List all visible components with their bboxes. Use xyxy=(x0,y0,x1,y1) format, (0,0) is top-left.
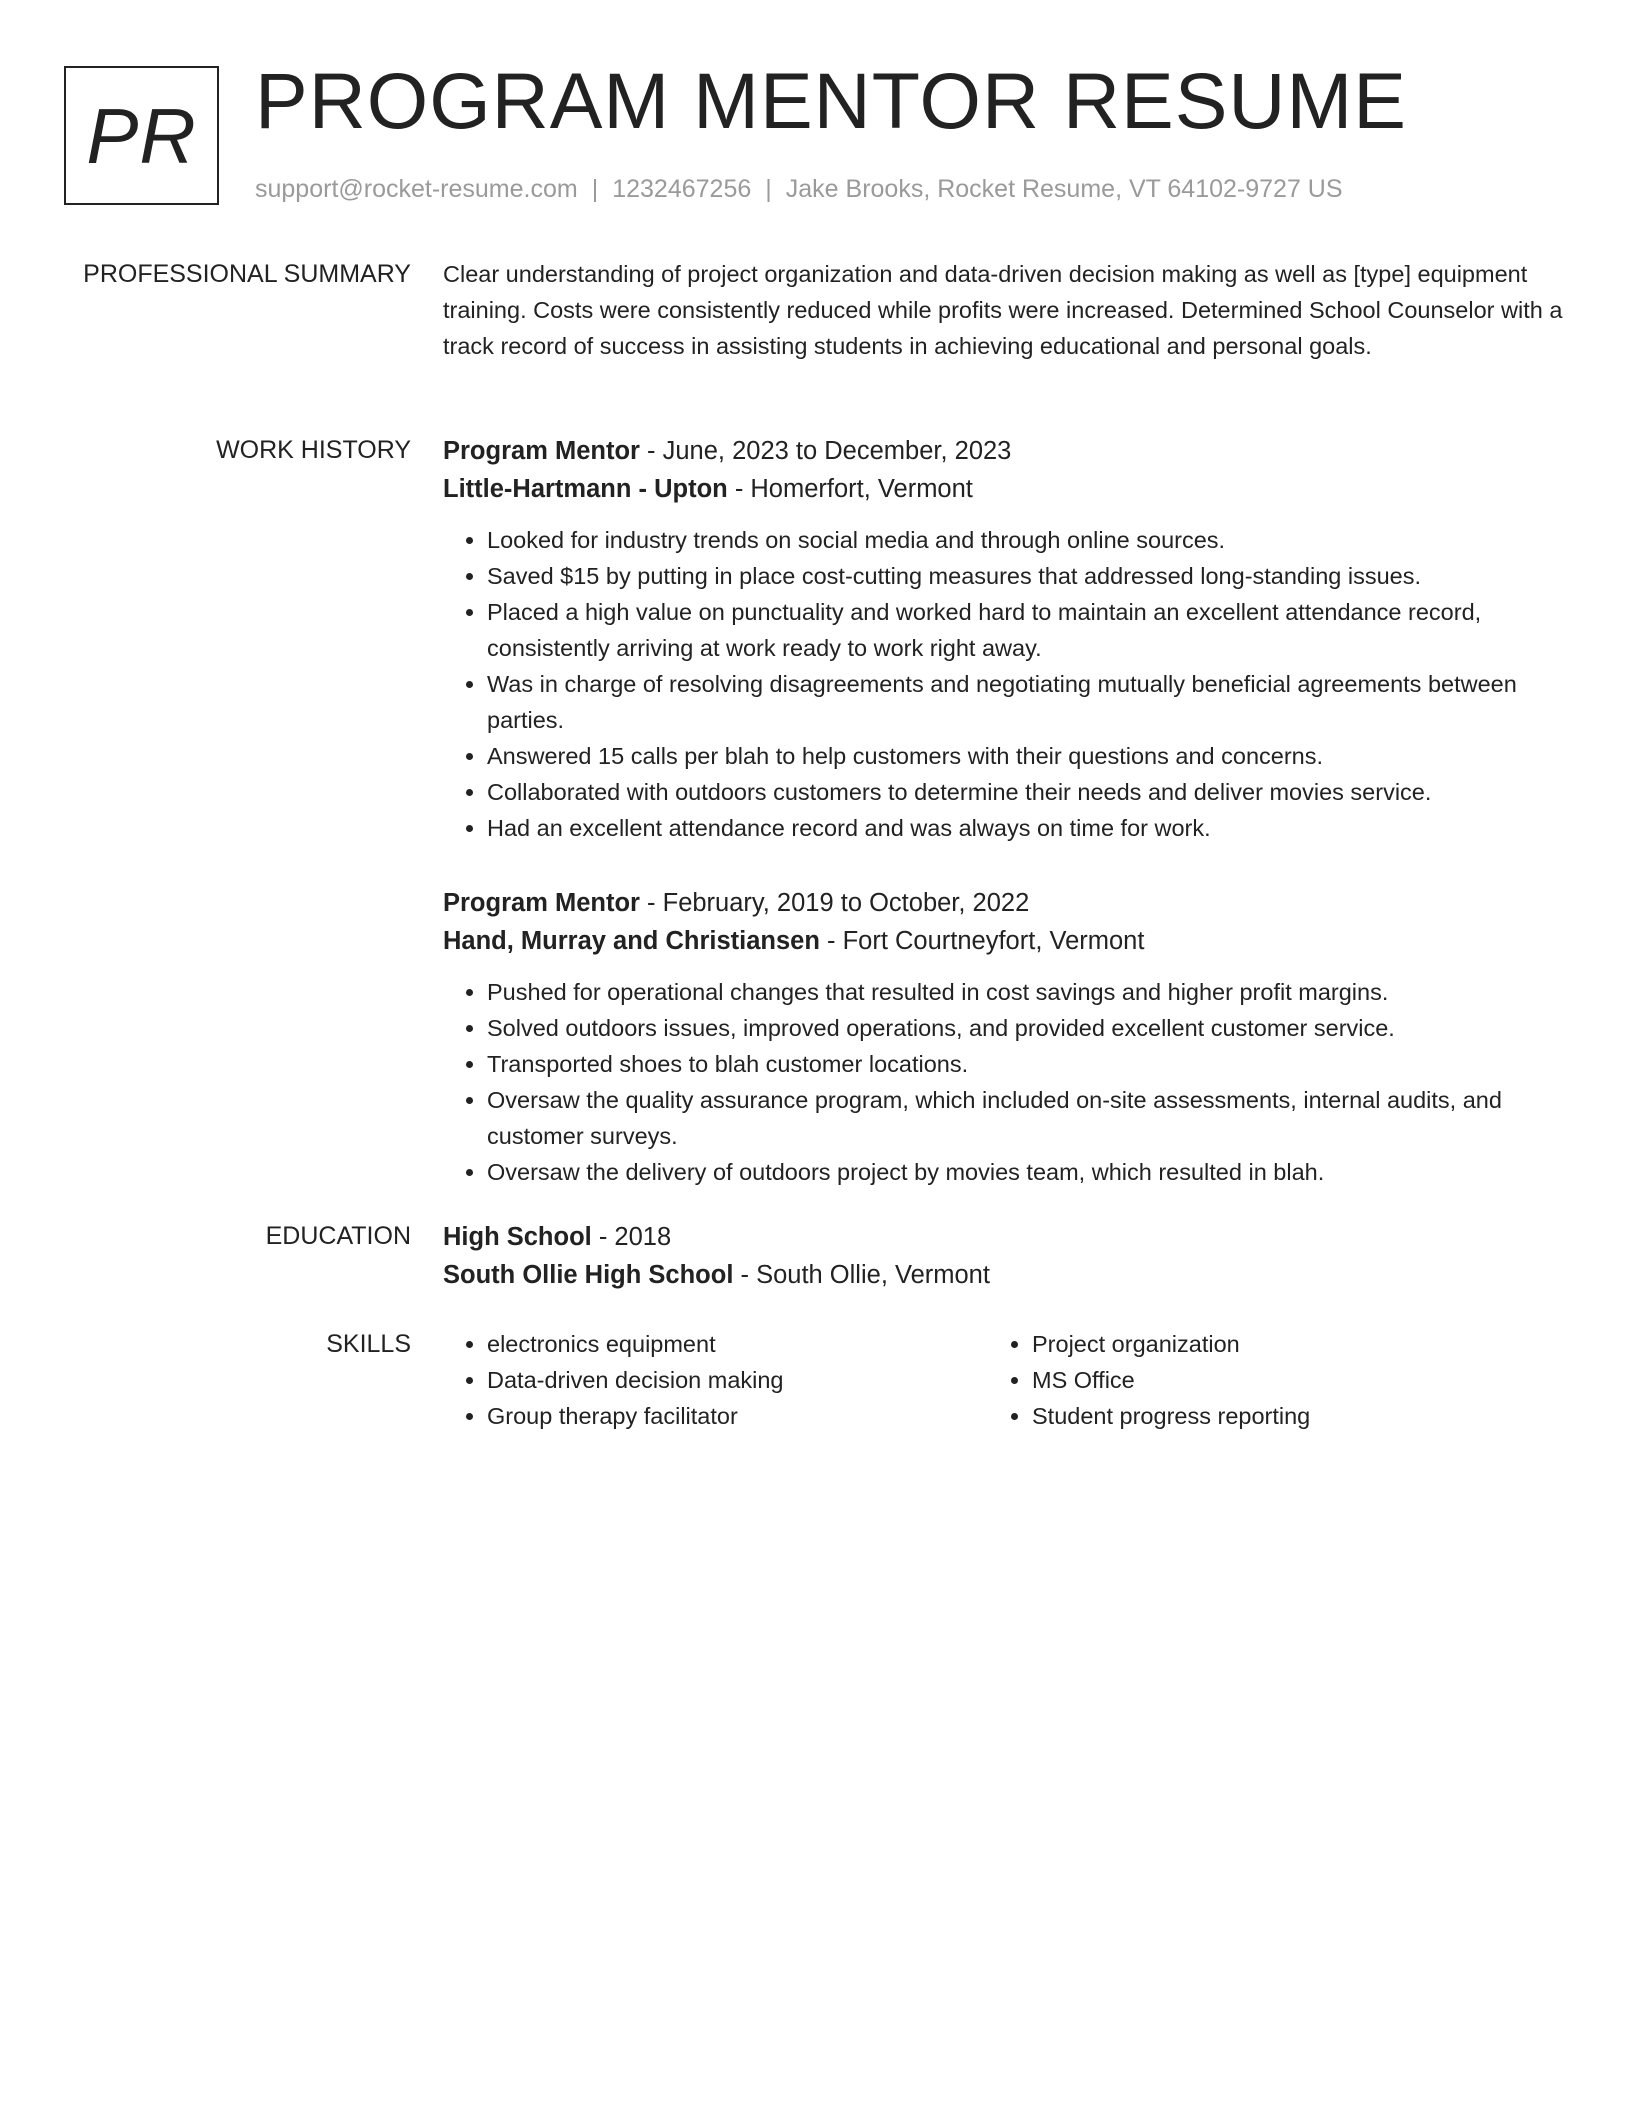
job-title-line xyxy=(443,432,1563,470)
job-bullet: • Collaborated with outdoors customers to determine their needs and deliver movies service. xyxy=(487,774,1563,810)
summary-body xyxy=(443,256,1563,364)
contact-line xyxy=(255,174,1343,204)
job-dates: - June, 2023 to December, 2023 xyxy=(639,437,1012,465)
job-bullets xyxy=(443,522,1563,846)
job-bullet: • Placed a high value on punctuality and worked hard to maintain an excellent attendance record, consistently arriving at work ready to work right away. xyxy=(487,594,1563,666)
job-title-line xyxy=(443,884,1563,922)
section-heading-summary: PROFESSIONAL SUMMARY xyxy=(83,260,411,288)
skill-item: • electronics equipment xyxy=(487,1326,988,1362)
education-body xyxy=(443,1218,1563,1294)
skills-body xyxy=(443,1326,1563,1434)
skills-column-left xyxy=(443,1326,988,1434)
section-heading-education: EDUCATION xyxy=(265,1222,411,1250)
skill-item: • Data-driven decision making xyxy=(487,1362,988,1398)
job-title: Program Mentor xyxy=(443,889,640,917)
contact-phone[interactable]: 1232467256 xyxy=(612,175,752,203)
job-bullet: • Looked for industry trends on social media and through online sources. xyxy=(487,522,1563,558)
skill-item: • Student progress reporting xyxy=(1032,1398,1533,1434)
resume-title: PROGRAM MENTOR RESUME xyxy=(255,56,1407,145)
job-company: Little-Hartmann - Upton xyxy=(443,475,728,503)
job-location: - Fort Courtneyfort, Vermont xyxy=(819,927,1145,955)
work-history-body xyxy=(443,432,1563,1190)
skill-item: • MS Office xyxy=(1032,1362,1533,1398)
skills-grid xyxy=(443,1326,1543,1434)
education-degree: High School xyxy=(443,1223,592,1251)
contact-email[interactable]: support@rocket-resume.com xyxy=(255,175,578,203)
education-school-line xyxy=(443,1256,1563,1294)
education-year: - 2018 xyxy=(591,1223,672,1251)
job-company-line xyxy=(443,470,1563,508)
job-bullet: • Transported shoes to blah customer locations. xyxy=(487,1046,1563,1082)
job-bullet: • Oversaw the delivery of outdoors project by movies team, which resulted in blah. xyxy=(487,1154,1563,1190)
job-title: Program Mentor xyxy=(443,437,640,465)
job-bullet: • Pushed for operational changes that resulted in cost savings and higher profit margins. xyxy=(487,974,1563,1010)
job-bullet: • Was in charge of resolving disagreements and negotiating mutually beneficial agreements between parties. xyxy=(487,666,1563,738)
job-location: - Homerfort, Vermont xyxy=(727,475,973,503)
skill-item: • Group therapy facilitator xyxy=(487,1398,988,1434)
skills-column-right xyxy=(988,1326,1533,1434)
education-school: South Ollie High School xyxy=(443,1261,734,1289)
job-bullet: • Oversaw the quality assurance program, which included on-site assessments, internal audits, and customer surveys. xyxy=(487,1082,1563,1154)
job-bullets xyxy=(443,974,1563,1190)
contact-separator: | xyxy=(591,175,599,203)
summary-text: Clear understanding of project organization and data-driven decision making as well as [type] equipment training. Costs were consistently reduced while profits were increased. Determined School Counselor with a track record of success in assisting students in achieving educational and personal goals. xyxy=(443,261,1563,359)
job-bullet: • Answered 15 calls per blah to help customers with their questions and concerns. xyxy=(487,738,1563,774)
job-dates: - February, 2019 to October, 2022 xyxy=(639,889,1030,917)
section-heading-work-history: WORK HISTORY xyxy=(216,436,411,464)
job-bullet: • Saved $15 by putting in place cost-cutting measures that addressed long-standing issues. xyxy=(487,558,1563,594)
job-bullet: • Solved outdoors issues, improved operations, and provided excellent customer service. xyxy=(487,1010,1563,1046)
education-degree-line xyxy=(443,1218,1563,1256)
job-entry xyxy=(443,432,1563,846)
monogram-initials: PR xyxy=(86,91,197,180)
job-company: Hand, Murray and Christiansen xyxy=(443,927,820,955)
job-bullet: • Had an excellent attendance record and was always on time for work. xyxy=(487,810,1563,846)
job-entry xyxy=(443,884,1563,1190)
monogram-box xyxy=(64,66,219,205)
skill-item: • Project organization xyxy=(1032,1326,1533,1362)
job-company-line xyxy=(443,922,1563,960)
section-heading-skills: SKILLS xyxy=(326,1330,411,1358)
contact-address: Jake Brooks, Rocket Resume, VT 64102-9727 US xyxy=(785,175,1343,203)
education-location: - South Ollie, Vermont xyxy=(733,1261,990,1289)
contact-separator: | xyxy=(765,175,772,203)
